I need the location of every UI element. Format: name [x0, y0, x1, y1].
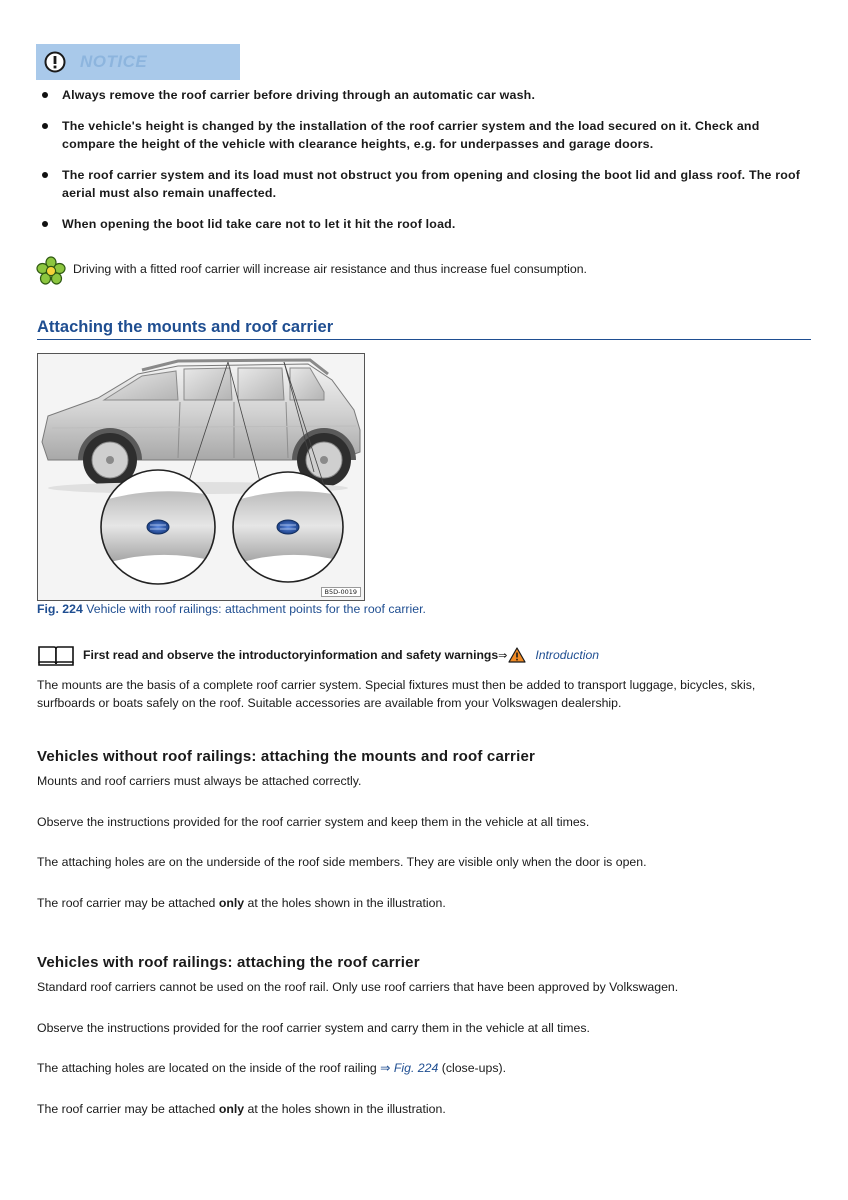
- paragraph: The roof carrier may be attached only at the holes shown in the illustration.: [37, 896, 446, 910]
- read-first-row: [37, 643, 817, 667]
- paragraph: The attaching holes are located on the inside of the roof railing ⇒ Fig. 224 (close-ups).: [37, 1061, 506, 1075]
- figure-reference-link[interactable]: ⇒ Fig. 224: [380, 1061, 439, 1075]
- heading-with-railings: Vehicles with roof railings: attaching the roof carrier: [37, 954, 420, 971]
- vehicle-illustration: [38, 354, 364, 600]
- paragraph: The attaching holes are on the underside of the roof side members. They are visible only when the door is open.: [37, 855, 647, 869]
- intro-paragraph: The mounts are the basis of a complete roof carrier system. Special fixtures must then be added to transport luggage, bicycles, skis, surfboards or boats safely on the roof. Suitable accessories are available from your Volkswagen dealership.: [37, 678, 756, 710]
- introduction-link[interactable]: Introduction: [535, 648, 600, 662]
- paragraph: Observe the instructions provided for the roof carrier system and keep them in the vehicle at all times.: [37, 815, 590, 829]
- notice-item: The roof carrier system and its load must not obstruct you from opening and closing the boot lid and glass roof. The roof aerial must also remain unaffected.: [38, 166, 808, 202]
- figure-illustration: [37, 353, 365, 601]
- heading-without-railings: Vehicles without roof railings: attaching the mounts and roof carrier: [37, 748, 536, 765]
- figure-caption-text: Vehicle with roof railings: attachment points for the roof carrier.: [82, 602, 426, 616]
- figure-caption-label: Fig. 224: [37, 602, 83, 616]
- paragraph: Observe the instructions provided for the roof carrier system and carry them in the vehicle at all times.: [37, 1021, 590, 1035]
- arrow-glyph: ⇒: [498, 650, 508, 662]
- figure-code: B5D-0019: [321, 587, 362, 597]
- warning-icon: [508, 647, 526, 663]
- book-icon: [37, 644, 75, 666]
- section-title: Attaching the mounts and roof carrier: [37, 318, 811, 340]
- notice-icon: [44, 51, 66, 73]
- paragraph: Standard roof carriers cannot be used on the roof rail. Only use roof carriers that have been approved by Volkswagen.: [37, 980, 679, 994]
- notice-item: When opening the boot lid take care not to let it hit the roof load.: [38, 215, 808, 233]
- emphasis-only: only: [218, 896, 245, 910]
- notice-banner: [36, 44, 240, 80]
- paragraph: Mounts and roof carriers must always be attached correctly.: [37, 774, 362, 788]
- notice-list: [38, 86, 808, 246]
- emphasis-only: only: [218, 1102, 245, 1116]
- eco-note: Driving with a fitted roof carrier will increase air resistance and thus increase fuel consumption.: [73, 262, 587, 276]
- paragraph: The roof carrier may be attached only at the holes shown in the illustration.: [37, 1102, 446, 1116]
- read-first-text: First read and observe the introductoryinformation and safety warnings⇒: [83, 648, 508, 662]
- notice-item: Always remove the roof carrier before driving through an automatic car wash.: [38, 86, 808, 104]
- notice-title: NOTICE: [80, 52, 148, 71]
- figure-caption: [37, 602, 426, 616]
- notice-item: The vehicle's height is changed by the installation of the roof carrier system and the load secured on it. Check and compare the height of the vehicle with clearance heights, e.g. for underpasses and garage doors.: [38, 117, 808, 153]
- eco-flower-icon: [36, 256, 66, 286]
- eco-tip: [36, 256, 816, 286]
